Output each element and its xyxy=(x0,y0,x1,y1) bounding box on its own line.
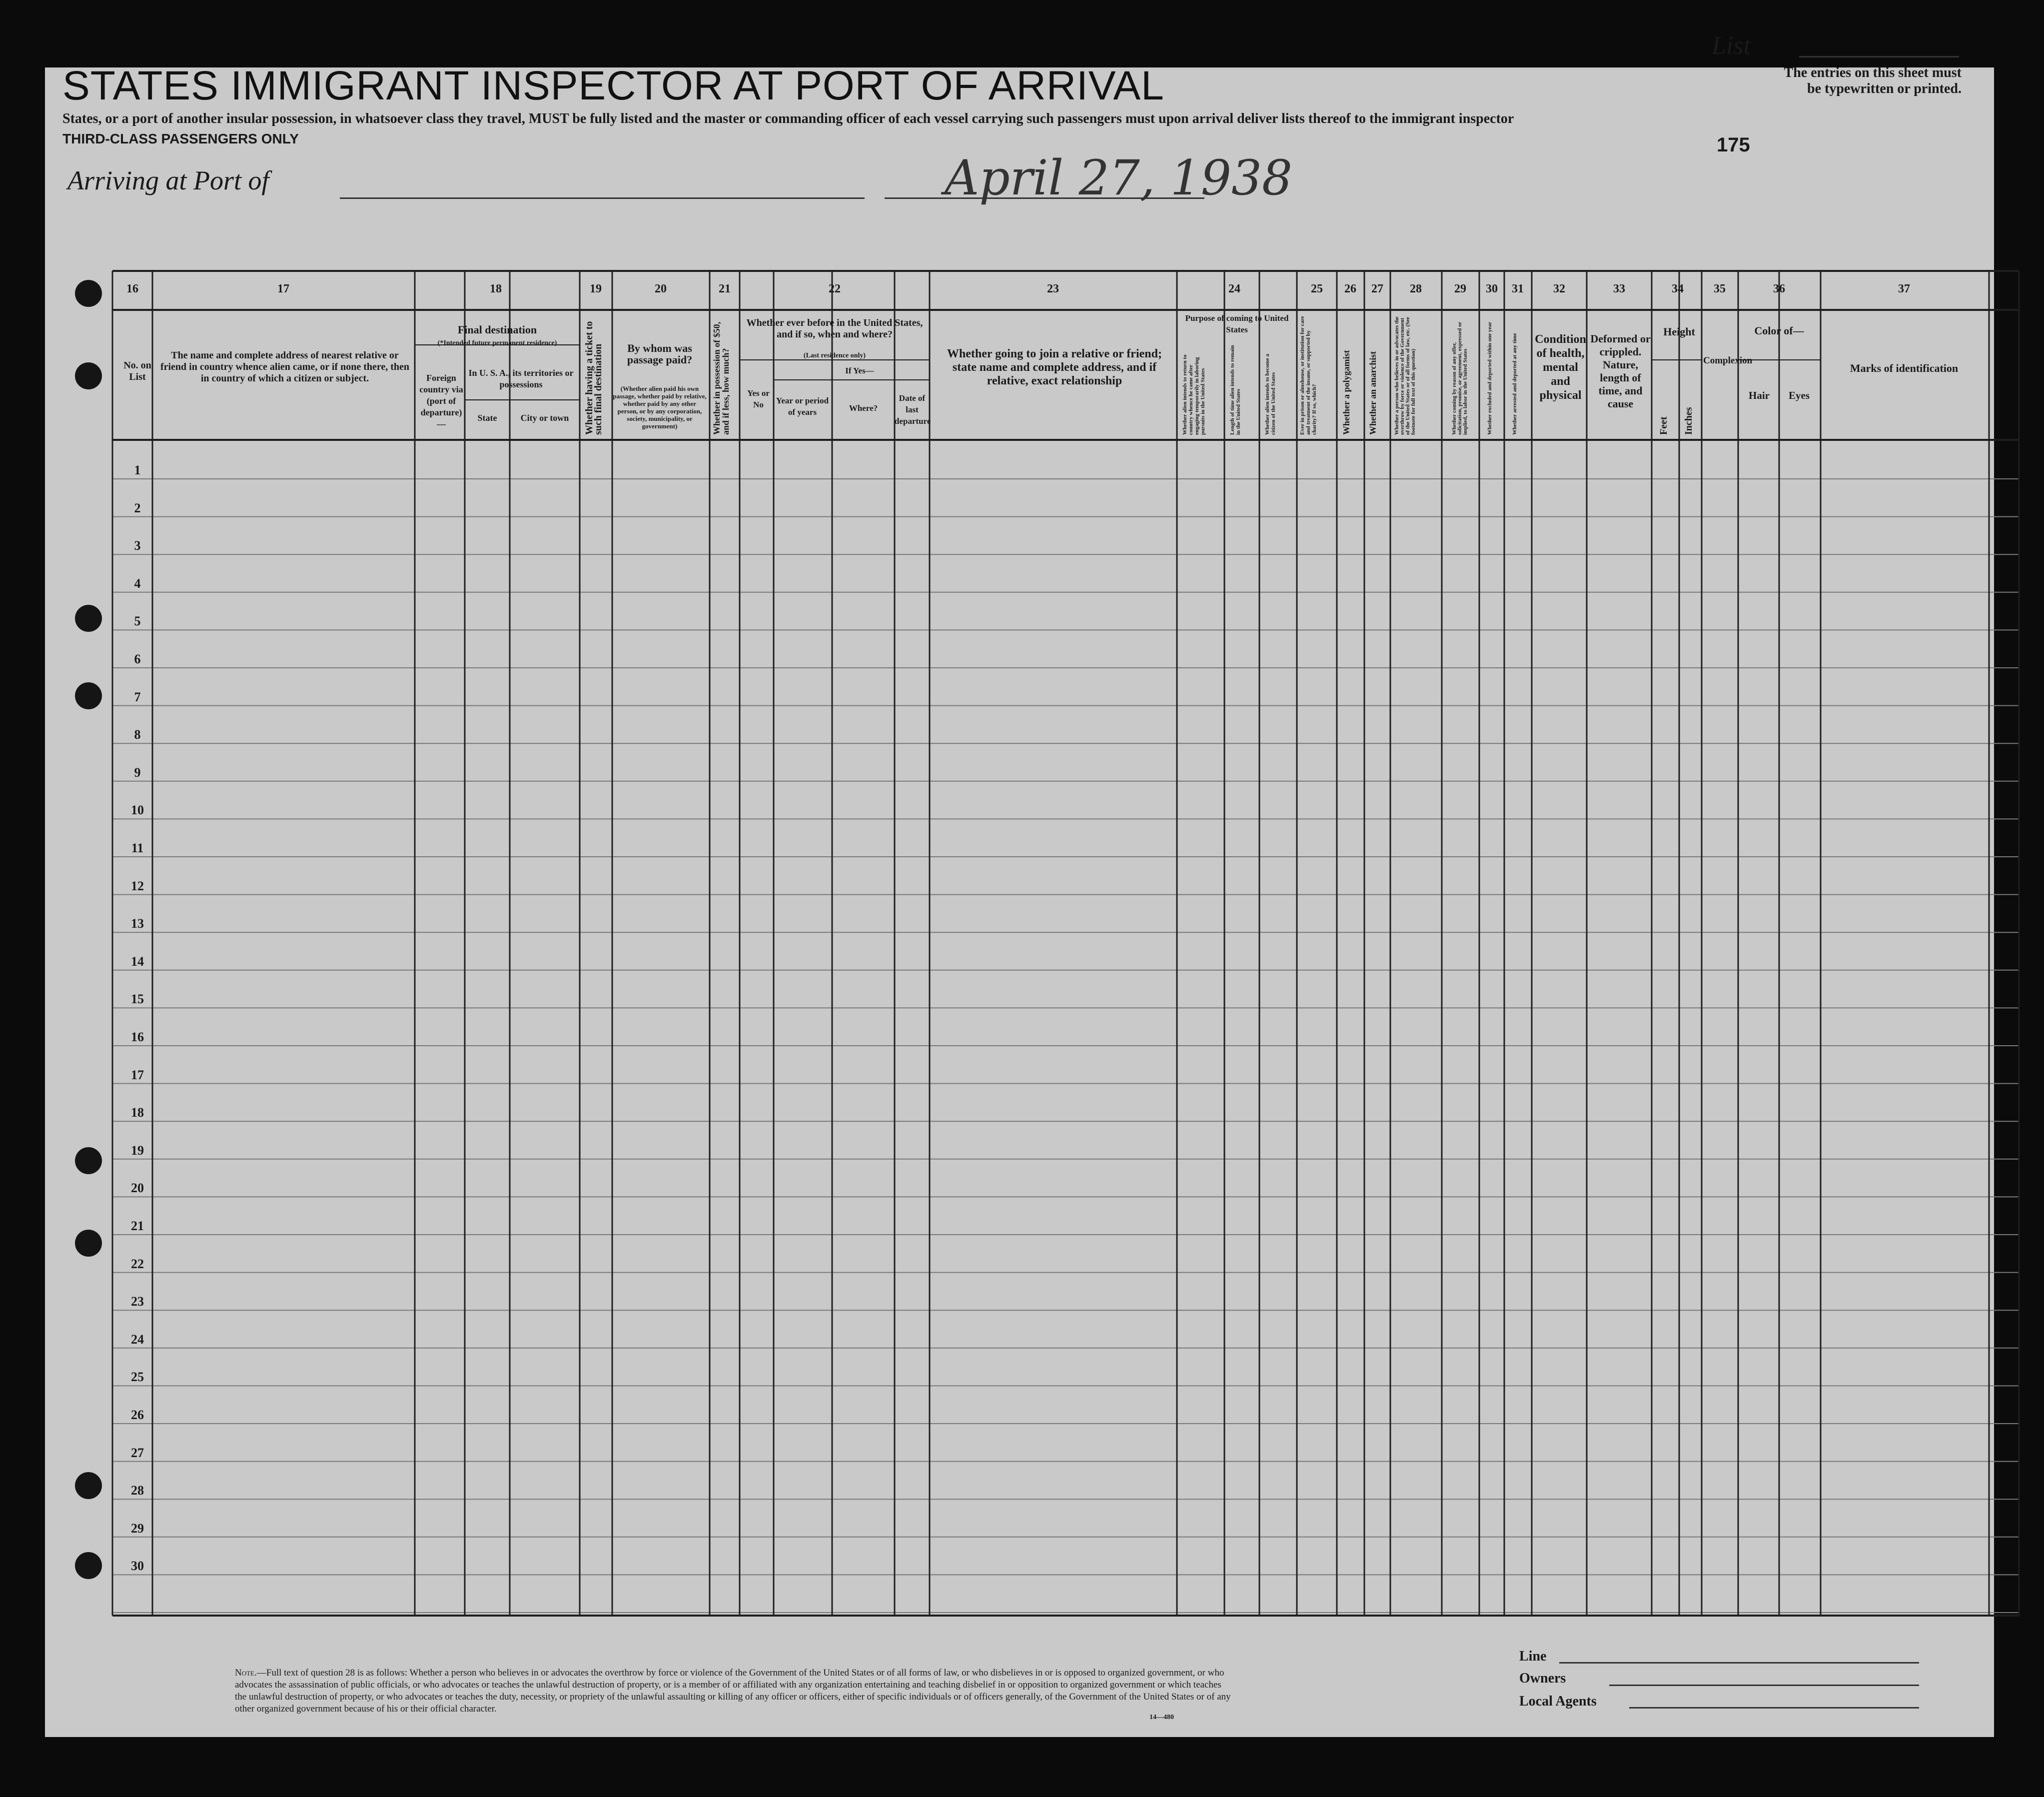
col22-year: Year or period of years xyxy=(776,396,829,417)
agents-label: Local Agents xyxy=(1519,1694,1597,1709)
row-number: 23 xyxy=(131,1294,144,1309)
binder-hole xyxy=(75,1230,102,1257)
arriving-label: Arriving at Port of xyxy=(67,165,269,195)
col24-header: Purpose of coming to United States xyxy=(1185,313,1289,334)
col16-header: No. on List xyxy=(123,360,151,382)
col22-where: Where? xyxy=(849,403,878,413)
col24-remain: Whether alien intends to become a citizen of the United States xyxy=(1264,353,1276,435)
column-number: 24 xyxy=(1228,282,1240,295)
col34-feet: Feet xyxy=(1658,416,1669,435)
row-number: 16 xyxy=(131,1030,144,1044)
row-number: 9 xyxy=(134,765,141,780)
col34-header: Height xyxy=(1663,325,1695,338)
col20-header: By whom was passage paid? xyxy=(627,342,693,366)
col36-eyes: Eyes xyxy=(1789,389,1810,401)
column-number: 27 xyxy=(1371,282,1383,295)
row-number: 2 xyxy=(134,500,141,515)
row-number: 27 xyxy=(131,1445,144,1460)
column-number: 22 xyxy=(829,282,841,295)
column-number: 25 xyxy=(1311,282,1323,295)
column-number: 32 xyxy=(1553,282,1565,295)
col30-header: Whether excluded and deported within one year xyxy=(1487,321,1493,435)
row-number: 8 xyxy=(134,727,141,742)
col37-header: Marks of identification xyxy=(1850,362,1959,374)
col22-date: Date of last departure xyxy=(895,393,931,426)
col36-header: Color of— xyxy=(1754,324,1804,337)
col25-header: Ever in prison or almshouse, or institution for care and treatment of the insane, or supported by charity? If so, which? xyxy=(1299,316,1317,435)
line-field xyxy=(1559,1662,1919,1664)
col22-ifyes: If Yes— xyxy=(845,366,874,375)
binder-hole xyxy=(75,1552,102,1579)
col20-sub: (Whether alien paid his own passage, whether paid by relative, whether paid by any other person, or by any corporation, society, municipality, or government) xyxy=(613,385,707,430)
column-number: 18 xyxy=(490,282,502,295)
row-number: 14 xyxy=(131,954,144,969)
row-number: 10 xyxy=(131,803,144,818)
col35-header: Complexion xyxy=(1703,355,1753,366)
column-number: 21 xyxy=(719,282,731,295)
column-number: 33 xyxy=(1613,282,1625,295)
passenger-class: THIRD-CLASS PASSENGERS ONLY xyxy=(62,131,299,146)
column-number: 20 xyxy=(655,282,667,295)
binder-hole xyxy=(75,1147,102,1174)
form-subtitle: States, or a port of another insular possession, in whatsoever class they travel, MUST be fully listed and the master or commanding officer of each vessel carrying such passengers must upon arrival deliver lists thereof to the immigrant inspector xyxy=(62,111,1514,126)
col18-state: State xyxy=(477,413,497,423)
row-number: 25 xyxy=(131,1370,144,1385)
row-number: 26 xyxy=(131,1408,144,1422)
col33-header: Deformed or crippled. Nature, length of time, and cause xyxy=(1590,332,1651,410)
column-number: 37 xyxy=(1898,282,1910,295)
col22-sub: (Last residence only) xyxy=(803,352,866,359)
row-number: 22 xyxy=(131,1256,144,1271)
column-number: 31 xyxy=(1512,282,1524,295)
col18-city: City or town xyxy=(520,413,569,423)
col21-header: Whether in possession of $50, and if less, how much? xyxy=(712,321,731,435)
column-number: 16 xyxy=(126,282,138,295)
sheet-number: 175 xyxy=(1717,134,1750,156)
row-number: 20 xyxy=(131,1181,144,1196)
column-number: 28 xyxy=(1410,282,1422,295)
column-number: 19 xyxy=(590,282,602,295)
column-number: 30 xyxy=(1486,282,1498,295)
list-label: List xyxy=(1712,31,1751,60)
row-number: 3 xyxy=(134,538,141,553)
col26-header: Whether a polygamist xyxy=(1341,350,1351,435)
row-number: 18 xyxy=(131,1105,144,1120)
col18-header: Final destination xyxy=(457,323,537,336)
col18-usa: In U. S. A., its territories or possessions xyxy=(468,368,574,389)
row-number: 17 xyxy=(131,1067,144,1082)
col22-header: Whether ever before in the United States, and if so, when and where? xyxy=(746,317,923,340)
agents-field xyxy=(1629,1707,1919,1709)
row-number: 19 xyxy=(131,1143,144,1158)
col18-sub: (*Intended future permanent residence) xyxy=(437,339,557,347)
owners-label: Owners xyxy=(1519,1671,1566,1686)
binder-hole xyxy=(75,280,102,307)
row-number: 21 xyxy=(131,1219,144,1233)
col34-inches: Inches xyxy=(1683,407,1694,435)
row-number: 15 xyxy=(131,992,144,1007)
row-number: 6 xyxy=(134,652,141,666)
row-number: 7 xyxy=(134,689,141,704)
row-number: 1 xyxy=(134,463,141,477)
form-title: STATES IMMIGRANT INSPECTOR AT PORT OF ARRIVAL xyxy=(62,63,1164,108)
col32-header: Condition of health, mental and physical xyxy=(1535,333,1586,402)
col24-length: Length of time alien intends to remain in the United States xyxy=(1229,345,1241,435)
column-number: 23 xyxy=(1047,282,1059,295)
col28-header: Whether a person who believes in or advocates the overthrow by force or violence of the Government of the United States or of all forms of law, etc. (See footnote for full text of this question) xyxy=(1394,316,1416,435)
col23-header: Whether going to join a relative or friend; state name and complete address, and if relative, exact relationship xyxy=(947,347,1162,387)
footnote: Note.—Full text of question 28 is as follows: Whether a person who believes in or advocates the overthrow by force or violence of the Government of the United States or of all forms of law, or who disbelieves in or is opposed to organized government, or who advocates the assassination of public officials, or who advocates or teaches the unlawful destruction of property, or is a member of or affiliated with any organization entertaining and teaching disbelief in or opposition to organized government or which teaches the unlawful destruction of property, or who advocates or teaches the duty, necessity, or propriety of the unlawful assaulting or killing of any officer or officers, either of specific individuals or of officers generally, of the Government of the United States or of any other organized government because of his or their official character. xyxy=(235,1668,1231,1714)
binder-hole xyxy=(75,1472,102,1499)
row-number: 11 xyxy=(131,841,144,855)
binder-hole xyxy=(75,605,102,632)
row-number: 13 xyxy=(131,916,144,931)
row-number: 24 xyxy=(131,1332,144,1347)
column-number: 26 xyxy=(1344,282,1356,295)
row-number: 29 xyxy=(131,1521,144,1536)
col29-header: Whether coming by reason of any offer, solicitation, promise, or agreement, expressed or implied, to labor in the United States xyxy=(1451,321,1468,435)
binder-hole xyxy=(75,362,102,389)
column-number: 36 xyxy=(1773,282,1785,295)
line-label: Line xyxy=(1519,1649,1547,1664)
column-number: 29 xyxy=(1454,282,1466,295)
column-number: 35 xyxy=(1714,282,1726,295)
col17-header: The name and complete address of nearest relative or friend in country whence alien came, or if none there, then in country of which a citizen or subject. xyxy=(160,350,410,384)
row-number: 4 xyxy=(134,576,141,591)
col27-header: Whether an anarchist xyxy=(1368,351,1378,435)
col24-intends: Whether alien intends to return to country whence he came after engaging temporarily in laboring pursuits in the United States xyxy=(1182,354,1206,435)
col36-hair: Hair xyxy=(1749,389,1770,401)
column-number: 34 xyxy=(1672,282,1684,295)
column-number: 17 xyxy=(277,282,289,295)
row-number: 30 xyxy=(131,1559,144,1574)
handwritten-date: April 27, 1938 xyxy=(945,150,1293,206)
row-number: 5 xyxy=(134,614,141,629)
owners-field xyxy=(1609,1685,1919,1686)
row-number: 28 xyxy=(131,1483,144,1498)
col18-foreign: Foreign country via (port of departure)— xyxy=(419,373,463,429)
col19-header: Whether having a ticket to such final destination xyxy=(584,321,604,435)
col31-header: Whether arrested and deported at any time xyxy=(1512,333,1518,435)
entries-note: The entries on this sheet must be typewritten or printed. xyxy=(1784,65,1962,96)
row-number: 12 xyxy=(131,878,144,893)
col22-yesno: Yes or No xyxy=(747,388,770,409)
binder-hole xyxy=(75,682,102,709)
form-code: 14—480 xyxy=(1149,1714,1174,1721)
